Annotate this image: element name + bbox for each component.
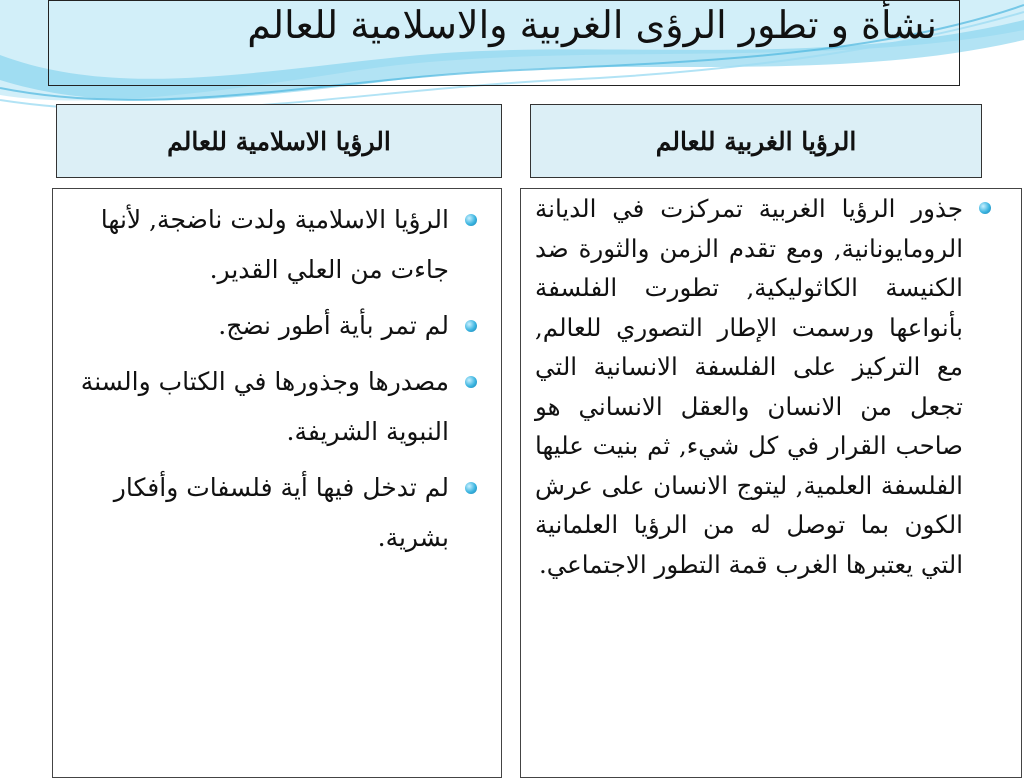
list-item (79, 357, 487, 457)
bullet-text: لم تمر بأية أطور نضج. (218, 311, 449, 340)
bullet-text: مصدرها وجذورها في الكتاب والسنة النبوية الشريفة. (80, 367, 449, 446)
islamic-worldview-panel (52, 188, 502, 778)
bullet-icon (465, 376, 477, 388)
header-islamic-worldview: الرؤيا الاسلامية للعالم (56, 104, 502, 178)
list-item (535, 189, 1001, 584)
bullet-text: لم تدخل فيها أية فلسفات وأفكار بشرية. (113, 473, 449, 552)
western-worldview-panel (520, 188, 1022, 778)
bullet-icon (465, 482, 477, 494)
title-box (48, 0, 960, 86)
list-item (79, 463, 487, 563)
bullet-text: الرؤيا الاسلامية ولدت ناضجة, لأنها جاءت من العلي القدير. (100, 205, 449, 284)
bullet-icon (465, 214, 477, 226)
list-item (79, 195, 487, 295)
slide-title: نشأة و تطور الرؤى الغربية والاسلامية للعالم (247, 3, 937, 47)
western-bullet-list (521, 189, 1021, 584)
list-item (79, 301, 487, 351)
bullet-text: جذور الرؤيا الغربية تمركزت في الديانة الرومايونانية, ومع تقدم الزمن والثورة ضد الكنيسة الكاثوليكية, تطورت الفلسفة بأنواعها ورسمت الإطار التصوري للعالم, مع التركيز على الفلسفة الانسانية التي تجعل من الانسان والعقل الانساني هو صاحب القرار في كل شيء, ثم بنيت عليها الفلسفة العلمية, ليتوج الانسان على عرش الكون بما توصل له من الرؤيا العلمانية التي يعتبرها الغرب قمة التطور الاجتماعي. (535, 194, 963, 579)
bullet-icon (465, 320, 477, 332)
header-western-worldview: الرؤيا الغربية للعالم (530, 104, 982, 178)
bullet-icon (979, 202, 991, 214)
islamic-bullet-list (53, 189, 501, 563)
